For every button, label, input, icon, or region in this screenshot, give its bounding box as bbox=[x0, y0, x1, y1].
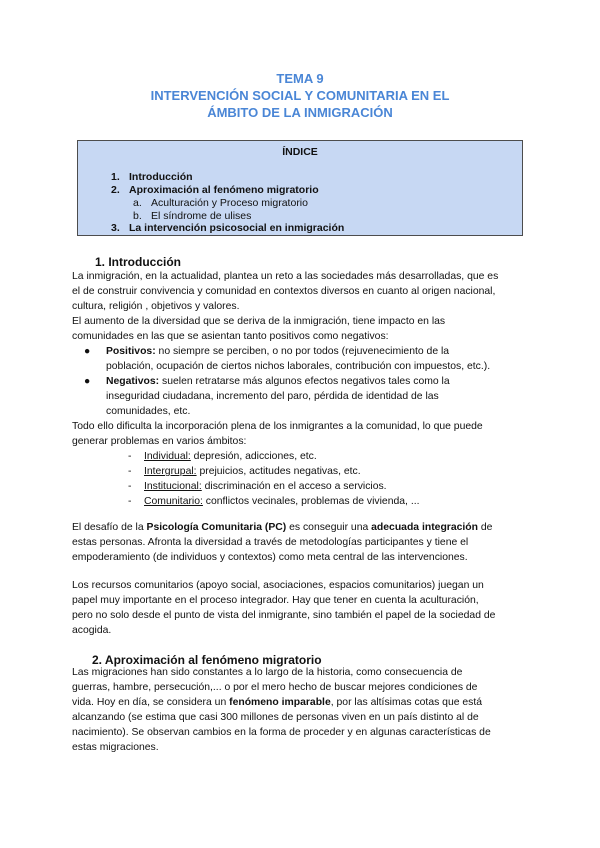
text-line: comunidades en las que se asientan tanto positivos como negativos: bbox=[72, 331, 389, 342]
text-run: de bbox=[477, 522, 493, 533]
text-line: acogida. bbox=[72, 625, 112, 636]
text-line: cultura, religión , objetivos y valores. bbox=[72, 301, 240, 312]
dash-icon: - bbox=[128, 496, 132, 507]
dash-text: discriminación en el acceso a servicios. bbox=[201, 481, 387, 492]
text-line: el de construir convivencia y comunidad en contextos diversos en cuanto al origen nacional, bbox=[72, 286, 496, 297]
text-line: guerras, hambre, persecución,... o por el mero hecho de buscar mejores condiciones de bbox=[72, 682, 478, 693]
text-bold: adecuada integración bbox=[371, 522, 478, 533]
section-1-paragraph-4 bbox=[72, 520, 532, 565]
text-run: es conseguir una bbox=[286, 522, 372, 533]
text-run: El desafío de la bbox=[72, 522, 147, 533]
index-item-2b[interactable] bbox=[133, 210, 251, 222]
dash-icon: - bbox=[128, 481, 132, 492]
bullet-text: no siempre se perciben, o no por todos (rejuvenecimiento de la bbox=[155, 346, 450, 357]
index-item-number: 3. bbox=[111, 222, 120, 234]
index-item-number: a. bbox=[133, 197, 142, 209]
text-run: , por las altísimas cotas que está bbox=[330, 697, 483, 708]
text-bold: fenómeno imparable bbox=[229, 697, 331, 708]
section-1-paragraph-3 bbox=[72, 419, 532, 449]
dash-text: depresión, adicciones, etc. bbox=[190, 451, 317, 462]
index-item-label: Aproximación al fenómeno migratorio bbox=[129, 184, 319, 196]
index-item-label: Introducción bbox=[129, 171, 193, 183]
bullet-label: Positivos: bbox=[106, 346, 156, 357]
text-line: El aumento de la diversidad que se deriva de la inmigración, tiene impacto en las bbox=[72, 316, 446, 327]
text-line bbox=[72, 520, 532, 535]
index-box bbox=[77, 140, 523, 236]
section-2-paragraph-1 bbox=[72, 665, 532, 755]
section-2-heading: 2. Aproximación al fenómeno migratorio bbox=[92, 653, 322, 667]
index-item-number: 1. bbox=[111, 171, 120, 183]
text-line: nacimiento). Se observan cambios en la forma de proceder y en algunas características de bbox=[72, 727, 491, 738]
text-run: vida. Hoy en día, se considera un bbox=[72, 697, 230, 708]
index-item-2a[interactable] bbox=[133, 197, 308, 209]
section-1-paragraph-1 bbox=[72, 269, 532, 344]
text-line: generar problemas en varios ámbitos: bbox=[72, 436, 247, 447]
dash-label: Intergrupal: bbox=[144, 466, 197, 477]
index-item-1[interactable] bbox=[111, 171, 193, 183]
text-line: Todo ello dificulta la incorporación plena de los inmigrantes a la comunidad, lo que puede bbox=[72, 421, 483, 432]
bullet-negativos bbox=[84, 374, 450, 419]
text-line: estas personas. Afronta la diversidad a través de metodologías participantes y tiene el bbox=[72, 537, 469, 548]
title-line-2: INTERVENCIÓN SOCIAL Y COMUNITARIA EN EL bbox=[150, 88, 450, 103]
text-line: Los recursos comunitarios (apoyo social, asociaciones, espacios comunitarios) juegan un bbox=[72, 580, 484, 591]
dash-label: Institucional: bbox=[144, 481, 202, 492]
section-1-heading: 1. Introducción bbox=[95, 255, 182, 269]
index-item-2[interactable] bbox=[111, 184, 319, 196]
text-line: empoderamiento (de individuos y contextos) como meta central de las intervenciones. bbox=[72, 552, 468, 563]
bullet-label: Negativos: bbox=[106, 376, 160, 387]
bullet-icon: ● bbox=[84, 346, 91, 357]
document-title bbox=[0, 70, 600, 121]
index-item-label: La intervención psicosocial en inmigración bbox=[129, 222, 345, 234]
text-line: estas migraciones. bbox=[72, 742, 159, 753]
dash-label: Individual: bbox=[144, 451, 191, 462]
bullet-text: comunidades, etc. bbox=[106, 406, 191, 417]
text-bold: Psicología Comunitaria (PC) bbox=[146, 522, 287, 533]
dash-text: conflictos vecinales, problemas de vivienda, ... bbox=[202, 496, 420, 507]
index-heading: ÍNDICE bbox=[282, 146, 318, 158]
title-line-3: ÁMBITO DE LA INMIGRACIÓN bbox=[207, 105, 393, 120]
index-item-label: Aculturación y Proceso migratorio bbox=[151, 197, 308, 209]
index-item-label: El síndrome de ulises bbox=[151, 210, 252, 222]
dash-label: Comunitario: bbox=[144, 496, 203, 507]
bullet-text: inseguridad ciudadana, incremento del paro, pérdida de identidad de las bbox=[106, 391, 439, 402]
text-line: pero no solo desde el punto de vista del inmigrante, sino también el papel de la sociedad de bbox=[72, 610, 496, 621]
section-1-paragraph-5 bbox=[72, 578, 532, 638]
text-line bbox=[72, 695, 532, 710]
dash-icon: - bbox=[128, 466, 132, 477]
text-line: papel muy importante en el proceso integrador. Hay que tener en cuenta la aculturación, bbox=[72, 595, 479, 606]
dash-text: prejuicios, actitudes negativas, etc. bbox=[196, 466, 361, 477]
index-item-number: 2. bbox=[111, 184, 120, 196]
index-item-3[interactable] bbox=[111, 222, 344, 234]
bullet-icon: ● bbox=[84, 376, 91, 387]
text-line: La inmigración, en la actualidad, plantea un reto a las sociedades más desarrolladas, que es bbox=[72, 271, 499, 282]
text-line: alcanzando (se estima que casi 300 millones de personas viven en un país distinto al de bbox=[72, 712, 479, 723]
bullet-positivos bbox=[84, 344, 491, 374]
index-item-number: b. bbox=[133, 210, 142, 222]
bullet-text: suelen retratarse más algunos efectos negativos tales como la bbox=[159, 376, 450, 387]
bullet-text: población, ocupación de ciertos nichos laborales, contribución con impuestos, etc.). bbox=[106, 361, 491, 372]
title-line-1: TEMA 9 bbox=[276, 71, 324, 86]
text-line: Las migraciones han sido constantes a lo largo de la historia, como consecuencia de bbox=[72, 667, 463, 678]
dash-icon: - bbox=[128, 451, 132, 462]
